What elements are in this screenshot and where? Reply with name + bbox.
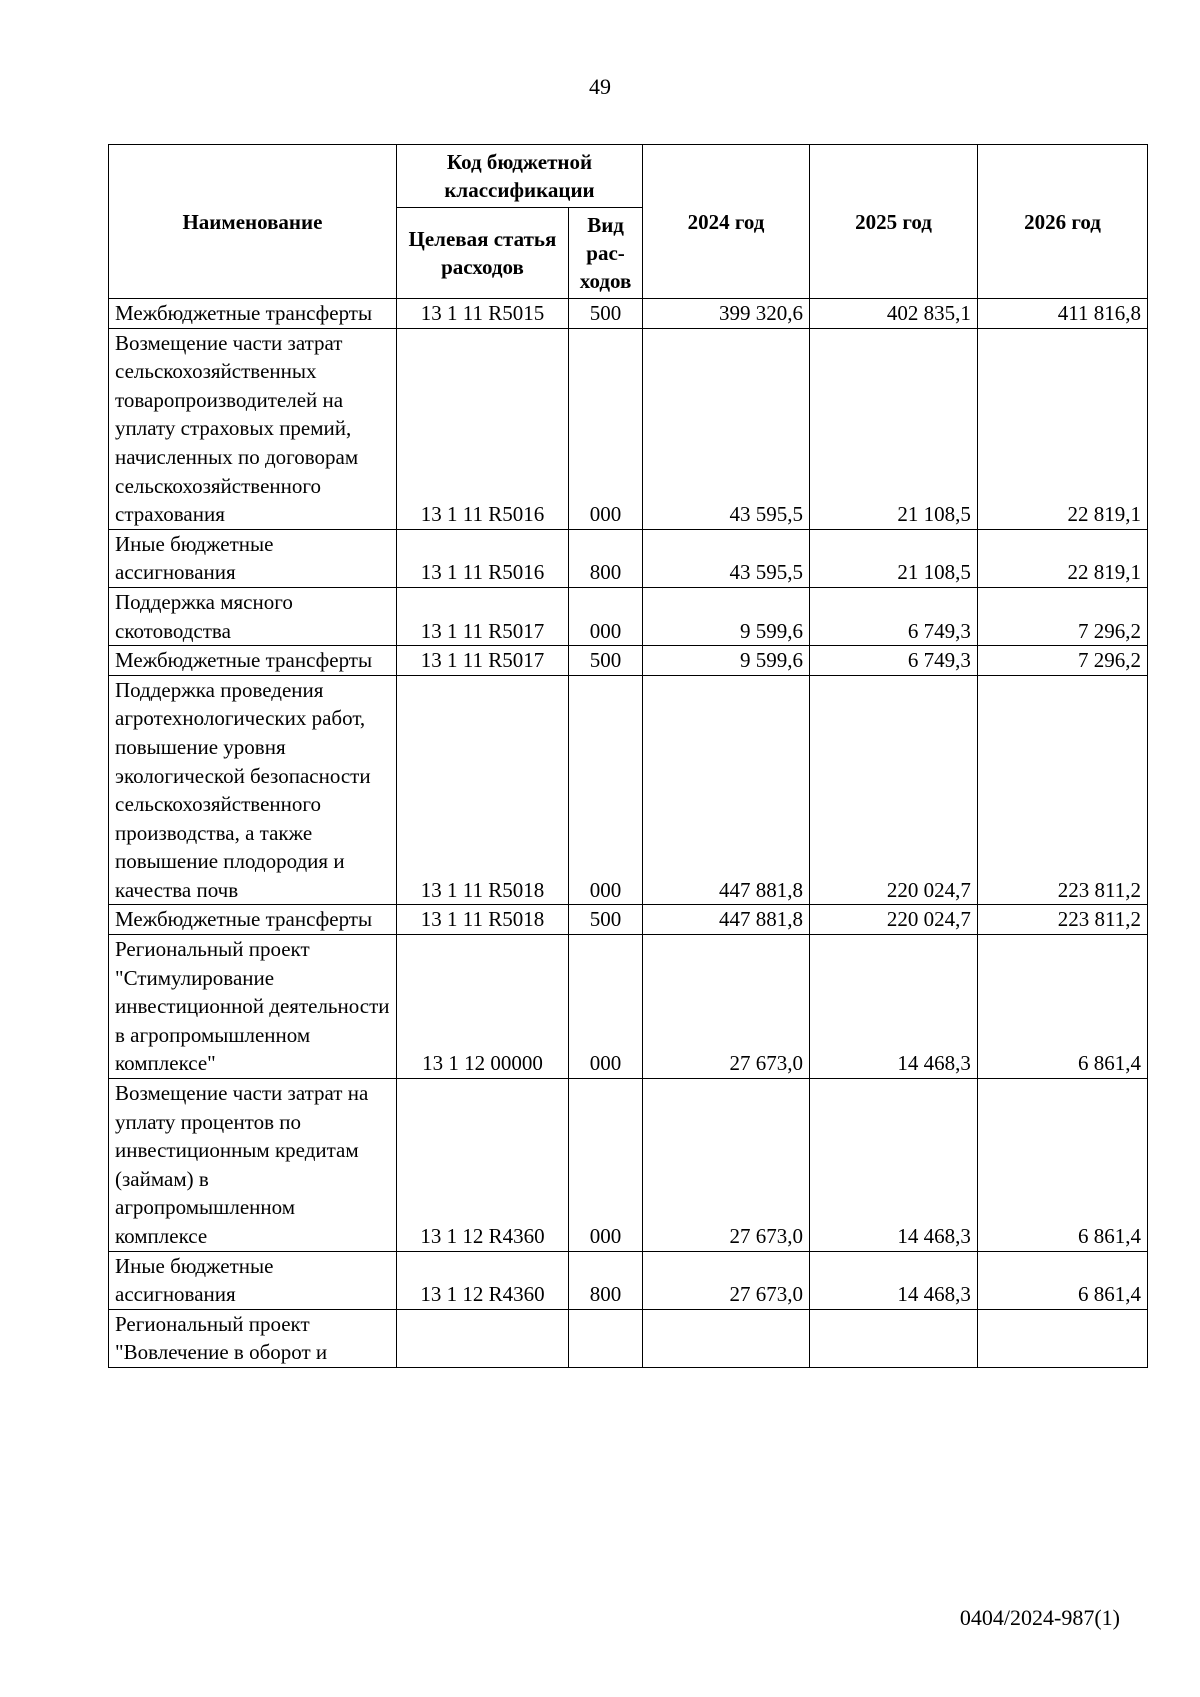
row-value-2024: 9 599,6 xyxy=(643,646,810,676)
row-value-2025: 14 468,3 xyxy=(809,1251,977,1309)
row-value-2026: 6 861,4 xyxy=(977,1079,1147,1252)
table-row xyxy=(109,328,1148,529)
row-value-2025: 21 108,5 xyxy=(809,328,977,529)
table-row xyxy=(109,299,1148,329)
row-value-2026: 6 861,4 xyxy=(977,935,1147,1079)
row-value-2025: 6 749,3 xyxy=(809,646,977,676)
row-value-2026: 22 819,1 xyxy=(977,328,1147,529)
header-name: Наименование xyxy=(109,145,397,299)
row-expense-kind: 500 xyxy=(569,299,643,329)
row-target-code: 13 1 11 R5015 xyxy=(396,299,568,329)
row-target-code: 13 1 12 00000 xyxy=(396,935,568,1079)
row-value-2026: 223 811,2 xyxy=(977,905,1147,935)
header-code-group: Код бюджетной классификации xyxy=(396,145,642,208)
row-expense-kind: 000 xyxy=(569,1079,643,1252)
row-value-2025: 21 108,5 xyxy=(809,529,977,587)
row-expense-kind: 000 xyxy=(569,587,643,645)
table-row xyxy=(109,1251,1148,1309)
budget-table xyxy=(108,144,1148,1368)
row-value-2026: 22 819,1 xyxy=(977,529,1147,587)
table-row xyxy=(109,675,1148,905)
row-expense-kind: 500 xyxy=(569,646,643,676)
table-row xyxy=(109,1079,1148,1252)
row-value-2025 xyxy=(809,1309,977,1367)
row-expense-kind: 500 xyxy=(569,905,643,935)
row-expense-kind: 000 xyxy=(569,935,643,1079)
row-target-code: 13 1 11 R5018 xyxy=(396,675,568,905)
row-expense-kind: 000 xyxy=(569,675,643,905)
row-value-2026: 223 811,2 xyxy=(977,675,1147,905)
row-expense-kind xyxy=(569,1309,643,1367)
row-target-code: 13 1 12 R4360 xyxy=(396,1251,568,1309)
header-target: Целевая статья расходов xyxy=(396,208,568,299)
row-target-code: 13 1 11 R5016 xyxy=(396,529,568,587)
row-target-code: 13 1 11 R5016 xyxy=(396,328,568,529)
row-target-code: 13 1 11 R5017 xyxy=(396,646,568,676)
row-target-code xyxy=(396,1309,568,1367)
row-name: Региональный проект "Стимулирование инвестиционной деятельности в агропромышленном комплексе" xyxy=(109,935,397,1079)
row-value-2024: 43 595,5 xyxy=(643,328,810,529)
table-row xyxy=(109,646,1148,676)
header-2026: 2026 год xyxy=(977,145,1147,299)
row-expense-kind: 800 xyxy=(569,1251,643,1309)
row-value-2026: 411 816,8 xyxy=(977,299,1147,329)
row-target-code: 13 1 12 R4360 xyxy=(396,1079,568,1252)
row-value-2025: 402 835,1 xyxy=(809,299,977,329)
row-value-2024: 447 881,8 xyxy=(643,675,810,905)
row-value-2024: 447 881,8 xyxy=(643,905,810,935)
header-2024: 2024 год xyxy=(643,145,810,299)
row-value-2024: 27 673,0 xyxy=(643,935,810,1079)
row-name: Поддержка мясного скотоводства xyxy=(109,587,397,645)
row-value-2026: 7 296,2 xyxy=(977,646,1147,676)
row-expense-kind: 800 xyxy=(569,529,643,587)
row-value-2026: 7 296,2 xyxy=(977,587,1147,645)
document-code: 0404/2024-987(1) xyxy=(959,1605,1120,1630)
row-value-2024: 27 673,0 xyxy=(643,1079,810,1252)
row-value-2026: 6 861,4 xyxy=(977,1251,1147,1309)
row-name: Иные бюджетные ассигнования xyxy=(109,1251,397,1309)
row-target-code: 13 1 11 R5018 xyxy=(396,905,568,935)
table-body xyxy=(109,299,1148,1368)
row-value-2025: 14 468,3 xyxy=(809,935,977,1079)
header-kind: Вид рас-ходов xyxy=(569,208,643,299)
row-value-2024: 399 320,6 xyxy=(643,299,810,329)
header-2025: 2025 год xyxy=(809,145,977,299)
table-row xyxy=(109,935,1148,1079)
row-name: Поддержка проведения агротехнологических работ, повышение уровня экологической безопасности сельскохозяйственного производства, а также повышение плодородия и качества почв xyxy=(109,675,397,905)
row-name: Межбюджетные трансферты xyxy=(109,905,397,935)
row-value-2025: 6 749,3 xyxy=(809,587,977,645)
row-value-2024: 27 673,0 xyxy=(643,1251,810,1309)
row-name: Возмещение части затрат на уплату процентов по инвестиционным кредитам (займам) в агропромышленном комплексе xyxy=(109,1079,397,1252)
row-target-code: 13 1 11 R5017 xyxy=(396,587,568,645)
row-value-2024: 9 599,6 xyxy=(643,587,810,645)
row-value-2025: 220 024,7 xyxy=(809,675,977,905)
row-value-2025: 220 024,7 xyxy=(809,905,977,935)
row-expense-kind: 000 xyxy=(569,328,643,529)
row-name: Межбюджетные трансферты xyxy=(109,646,397,676)
row-value-2024: 43 595,5 xyxy=(643,529,810,587)
row-value-2026 xyxy=(977,1309,1147,1367)
row-value-2024 xyxy=(643,1309,810,1367)
row-name: Иные бюджетные ассигнования xyxy=(109,529,397,587)
page-number: 49 xyxy=(589,74,611,99)
table-row xyxy=(109,905,1148,935)
row-value-2025: 14 468,3 xyxy=(809,1079,977,1252)
row-name: Региональный проект "Вовлечение в оборот и xyxy=(109,1309,397,1367)
table-row xyxy=(109,587,1148,645)
table-row xyxy=(109,1309,1148,1367)
table-row xyxy=(109,529,1148,587)
row-name: Межбюджетные трансферты xyxy=(109,299,397,329)
row-name: Возмещение части затрат сельскохозяйственных товаропроизводителей на уплату страховых премий, начисленных по договорам сельскохозяйственного страхования xyxy=(109,328,397,529)
